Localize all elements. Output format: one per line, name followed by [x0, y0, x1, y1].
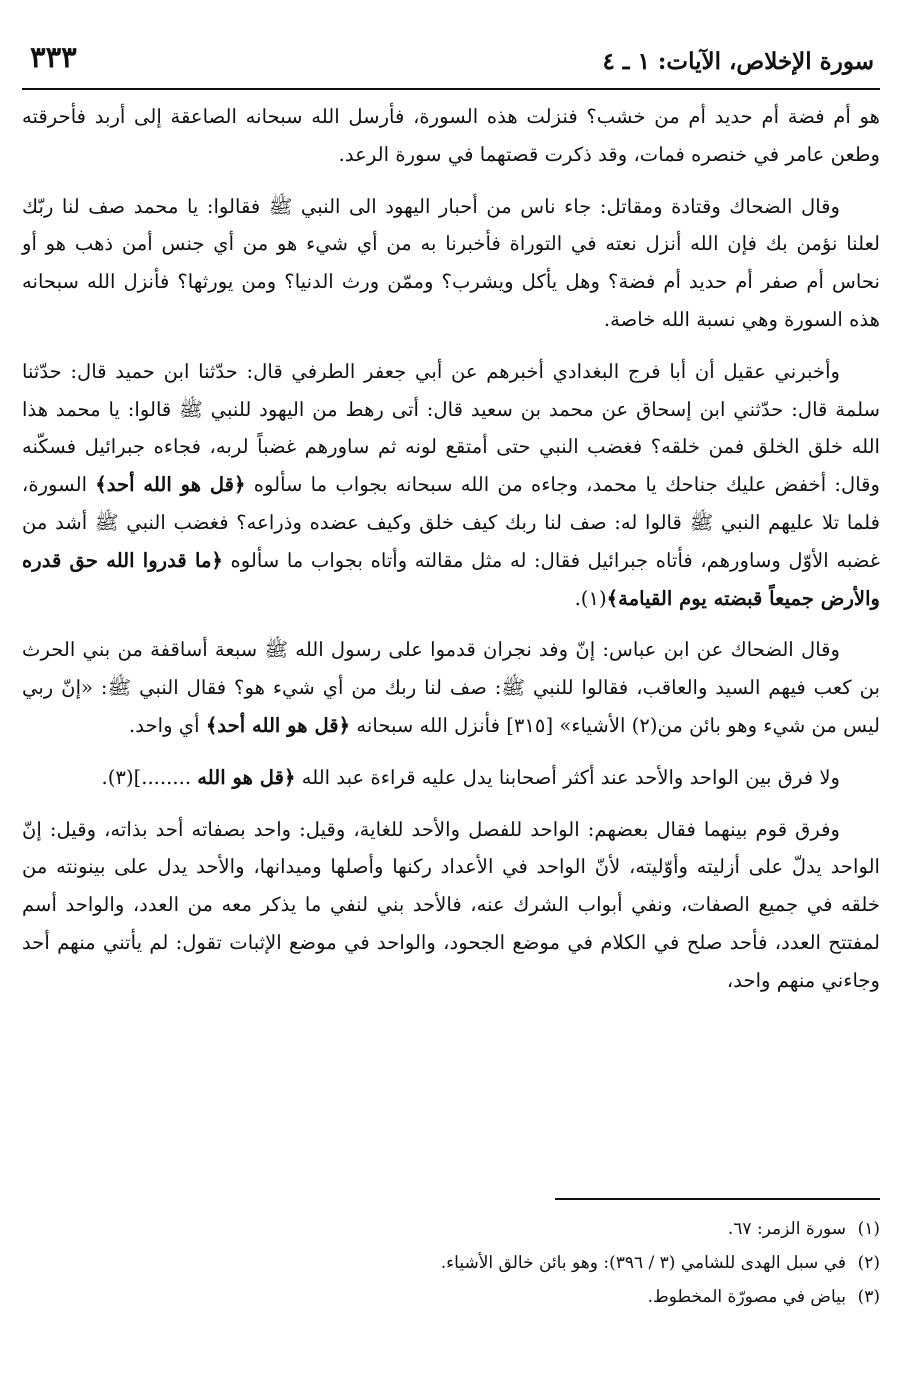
- footnote-divider: [555, 1198, 880, 1200]
- paragraph-text: وقال الضحاك عن ابن عباس: إنّ وفد نجران قدموا على رسول الله ﷺ سبعة أساقفة من بني الحرث بن كعب فيهم السيد والعاقب، فقالوا للنبي ﷺ: صف لنا ربك من أي شيء هو؟ فقال النبي ﷺ: «إنّ ربي ليس من شيء وهو بائن من(٢) الأشياء» [٣١٥] فأنزل الله سبحانه: [22, 638, 880, 737]
- paragraph-text: ولا فرق بين الواحد والأحد عند أكثر أصحابنا يدل عليه قراءة عبد الله: [295, 765, 840, 789]
- footnote: [22, 1280, 880, 1314]
- footnote-number: (٣): [857, 1287, 880, 1307]
- paragraph-text: أي واحد.: [129, 713, 206, 737]
- footnote: [22, 1212, 880, 1246]
- running-header: [22, 36, 880, 90]
- paragraph-text: السورة، فلما تلا عليهم النبي ﷺ قالوا له: صف لنا ربك كيف خلق وكيف عضده وذراعه؟ فغضب النبي ﷺ أشد من غضبه الأوّل وساورهم، فأتاه جبرائيل فقال: له مثل مقالته وأتاه بجواب ما سألوه: [22, 473, 880, 572]
- paragraph-text: وفرق قوم بينهما فقال بعضهم: الواحد للفصل والأحد للغاية، وقيل: واحد بصفاته أحد بذاته، وقيل: إنّ الواحد يدلّ على أزليته وأوّليته، لأنّ الواحد في الأعداد ركنها وأصلها وميدانها، والأحد يدل على بينونته من خلقه في جميع الصفات، ونفي أبواب الشرك عنه، فالأحد بني لنفي ما يذكر معه من العدد، والواحد أسم لمفتتح العدد، فأحد صلح في الكلام في موضع الجحود، والواحد في موضع الإثبات تقول: لم يأتني منهم أحد وجاءني منهم واحد،: [22, 817, 880, 992]
- paragraph-text: وقال الضحاك وقتادة ومقاتل: جاء ناس من أحبار اليهود الى النبي ﷺ فقالوا: يا محمد صف لنا ربّك لعلنا نؤمن بك فإن الله أنزل نعته في التوراة فأخبرنا به من أي شيء هو من أي جنس أمن ذهب هو أو نحاس أم صفر أم حديد أم فضة؟ وهل يأكل ويشرب؟ وممّن ورث الدنيا؟ ومن يورثها؟ فأنزل الله سبحانه هذه السورة وهي نسبة الله خاصة.: [22, 194, 880, 331]
- footnotes: [22, 1198, 880, 1314]
- body-paragraph: [22, 353, 880, 618]
- body-paragraph: [22, 811, 880, 1000]
- quran-verse-quote: ﴿قل هو الله: [197, 765, 296, 789]
- body-paragraph: [22, 759, 880, 797]
- book-page: [22, 36, 880, 1307]
- quran-verse-quote: ﴿قل هو الله أحد﴾: [95, 473, 246, 497]
- body-text: [22, 98, 880, 1000]
- paragraph-text: هو أم فضة أم حديد أم من خشب؟ فنزلت هذه السورة، فأرسل الله سبحانه الصاعقة إلى أربد فأحرقته وطعن عامر في خنصره فمات، وقد ذكرت قصتهما في سورة الرعد.: [22, 105, 880, 166]
- paragraph-text: وأخبرني عقيل أن أبا فرج البغدادي أخبرهم عن أبي جعفر الطرفي قال: حدّثنا ابن حميد قال: حدّثنا سلمة قال: حدّثني ابن إسحاق عن محمد بن سعيد قال: أتى رهط من اليهود للنبي ﷺ قالوا: يا محمد هذا الله خلق الخلق فمن خلقه؟ فغضب النبي حتى أمتقع لونه ثم ساورهم غضباً لربه، فجاءه جبرائيل فسكّنه وقال: أخفض عليك جناحك يا محمد، وجاءه من الله سبحانه بجواب ما سألوه: [22, 359, 880, 497]
- body-paragraph: [22, 631, 880, 744]
- body-paragraph: [22, 188, 880, 339]
- footnote-number: (١): [857, 1219, 880, 1239]
- footnote-number: (٢): [857, 1253, 880, 1273]
- quran-verse-quote: ﴿ما قدروا الله حق قدره والأرض جميعاً قبضته يوم القيامة﴾: [22, 548, 880, 610]
- footnote: [22, 1246, 880, 1280]
- body-paragraph: [22, 98, 880, 174]
- quran-verse-quote: ﴿قل هو الله أحد﴾: [205, 713, 351, 737]
- footnote-text: في سبل الهدى للشامي (٣ / ٣٩٦): وهو بائن خالق الأشياء.: [440, 1253, 846, 1273]
- footnote-text: بياض في مصورّة المخطوط.: [647, 1287, 846, 1307]
- footnote-list: [22, 1212, 880, 1314]
- surah-title: سورة الإخلاص، الآيات: ١ ـ ٤: [602, 48, 874, 75]
- paragraph-text: ........](٣).: [101, 765, 198, 789]
- page-number: ٣٣٣: [30, 40, 77, 74]
- footnote-text: سورة الزمر: ٦٧.: [727, 1219, 846, 1239]
- paragraph-text: (١).: [574, 586, 607, 610]
